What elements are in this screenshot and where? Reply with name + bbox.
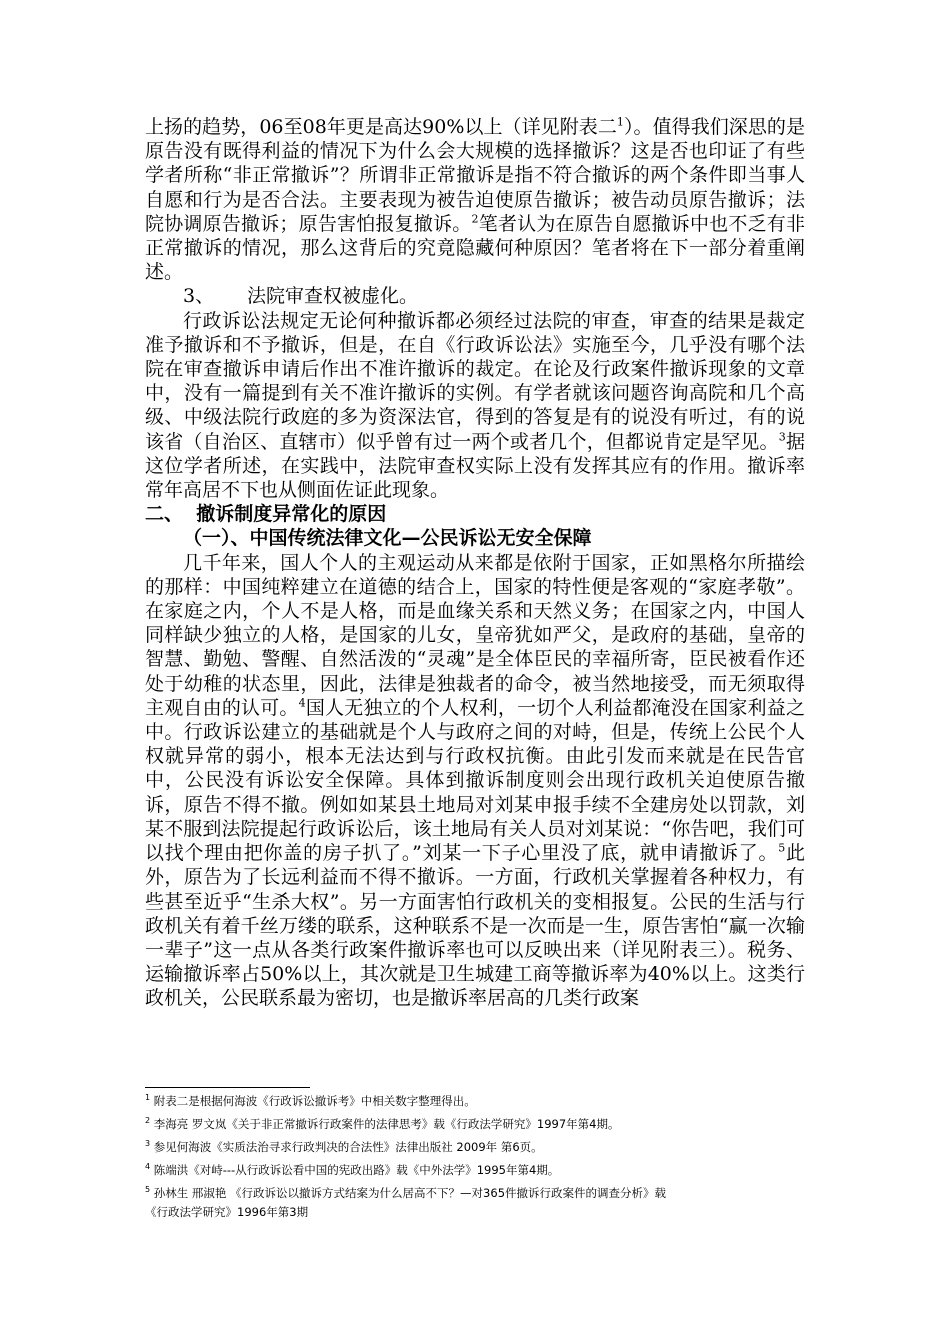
footnote-number: 5: [145, 1185, 151, 1195]
footnote-ref-1[interactable]: 1: [616, 115, 624, 129]
text-run: 此外，原告为了长远利益而不得不撤诉。一方面，行政机关掌握着各种权力，有些甚至近乎“生杀大权”。另一方面害怕行政机关的变相报复。公民的生活与行政机关有着千丝万缕的联系，这种联系不是一次而是一生，原告害怕“赢一次输一辈子”这一点从各类行政案件撤诉率也可以反映出来（详见附表三）。税务、运输撤诉率占50%以上，其次就是卫生城建工商等撤诉率为40%以上。这类行政机关，公民联系最为密切，也是撤诉率居高的几类行政案: [145, 842, 805, 1010]
footnote-text: 附表二是根据何海波《行政诉讼撤诉考》中相关数字整理得出。: [153, 1094, 476, 1108]
footnotes: [145, 1094, 825, 1228]
footnote-4: [145, 1163, 825, 1178]
footnote-separator: [145, 1087, 310, 1088]
footnote-number: 4: [145, 1162, 151, 1172]
list-text: 法院审查权被虚化。: [247, 285, 419, 308]
text-run: 笔者认为在原告自愿撤诉中也不乏有非正常撤诉的情况，那么这背后的究竟隐藏何种原因？笔者将在下一部分着重阐述。: [145, 212, 805, 284]
footnote-3: [145, 1140, 825, 1155]
footnote-text: 李海亮 罗文岚《关于非正常撤诉行政案件的法律思考》载《行政法学研究》1997年第4期。: [153, 1117, 620, 1131]
footnote-2: [145, 1117, 825, 1132]
footnote-ref-3[interactable]: 3: [778, 430, 786, 444]
footnote-5-continued: 《行政法学研究》1996年第3期: [145, 1205, 309, 1219]
paragraph-2: [145, 309, 805, 503]
text-run: 上扬的趋势，06至08年更是高达90%以上（详见附表二: [145, 116, 617, 138]
footnote-1: [145, 1094, 825, 1109]
footnote-text: 陈端洪《对峙---从行政诉讼看中国的宪政出路》载《中外法学》1995年第4期。: [153, 1163, 560, 1177]
paragraph-3: [145, 551, 805, 1011]
list-item-3: [145, 284, 805, 308]
section-heading-2: 二、 撤诉制度异常化的原因: [145, 503, 387, 526]
body-text: [145, 115, 805, 1011]
subsection-heading-1: （一）、中国传统法律文化—公民诉讼无安全保障: [183, 527, 592, 550]
footnote-5: [145, 1186, 825, 1201]
text-run: 行政诉讼法规定无论何种撤诉都必须经过法院的审查，审查的结果是裁定准予撤诉和不予撤诉，但是，在自《行政诉讼法》实施至今，几乎没有哪个法院在审查撤诉申请后作出不准许撤诉的裁定。在论及行政案件撤诉现象的文章中，没有一篇提到有关不准许撤诉的实例。有学者就该问题咨询高院和几个高级、中级法院行政庭的多为资深法官，得到的答复是有的说没有听过，有的说该省（自治区、直辖市）似乎曾有过一两个或者几个，但都说肯定是罕见。: [145, 309, 805, 453]
text-run: 几千年来，国人个人的主观运动从来都是依附于国家，正如黑格尔所描绘的那样：中国纯粹建立在道德的结合上，国家的特性便是客观的“家庭孝敬”。在家庭之内，个人不是人格，而是血缘关系和天然义务；在国家之内，中国人同样缺少独立的人格，是国家的儿女，皇帝犹如严父，是政府的基础，皇帝的智慧、勤勉、警醒、自然活泼的“灵魂”是全体臣民的幸福所寄，臣民被看作还处于幼稚的状态里，因此，法律是独裁者的命令，被当然地接受，而无须取得主观自由的认可。: [145, 551, 805, 719]
footnote-text: 孙林生 邢淑艳 《行政诉讼以撤诉方式结案为什么居高不下？—对365件撤诉行政案件的调查分析》载: [153, 1186, 667, 1200]
footnote-number: 3: [145, 1139, 151, 1149]
text-run: 据这位学者所述，在实践中，法院审查权实际上没有发挥其应有的作用。撤诉率常年高居不下也从侧面佐证此现象。: [145, 430, 805, 502]
text-run: ）。值得我们深思的是原告没有既得利益的情况下为什么会大规模的选择撤诉？这是否也印证了有些学者所称“非正常撤诉”？所谓非正常撤诉是指不符合撤诉的两个条件即当事人自愿和行为是否合法。主要表现为被告迫使原告撤诉；被告动员原告撤诉；法院协调原告撤诉；原告害怕报复撤诉。: [145, 116, 805, 235]
footnote-ref-5[interactable]: 5: [778, 841, 786, 855]
footnote-ref-4[interactable]: 4: [298, 696, 306, 710]
footnote-ref-2[interactable]: 2: [471, 212, 479, 226]
paragraph-1: [145, 115, 805, 284]
footnote-text: 参见何海波《实质法治寻求行政判决的合法性》法律出版社 2009年 第6页。: [153, 1140, 543, 1154]
list-number: 3、: [183, 285, 215, 308]
text-run: 国人无独立的个人权利，一切个人利益都淹没在国家利益之中。行政诉讼建立的基础就是个人与政府之间的对峙，但是，传统上公民个人权就异常的弱小，根本无法达到与行政权抗衡。由此引发而来就是在民告官中，公民没有诉讼安全保障。具体到撤诉制度则会出现行政机关迫使原告撤诉，原告不得不撤。例如如某县土地局对刘某申报手续不全建房处以罚款，刘某不服到法院提起行政诉讼后，该土地局有关人员对刘某说：“你告吧，我们可以找个理由把你盖的房子扒了。”刘某一下子心里没了底，就申请撤诉了。: [145, 696, 805, 865]
footnote-number: 2: [145, 1116, 151, 1126]
footnote-number: 1: [145, 1093, 151, 1103]
